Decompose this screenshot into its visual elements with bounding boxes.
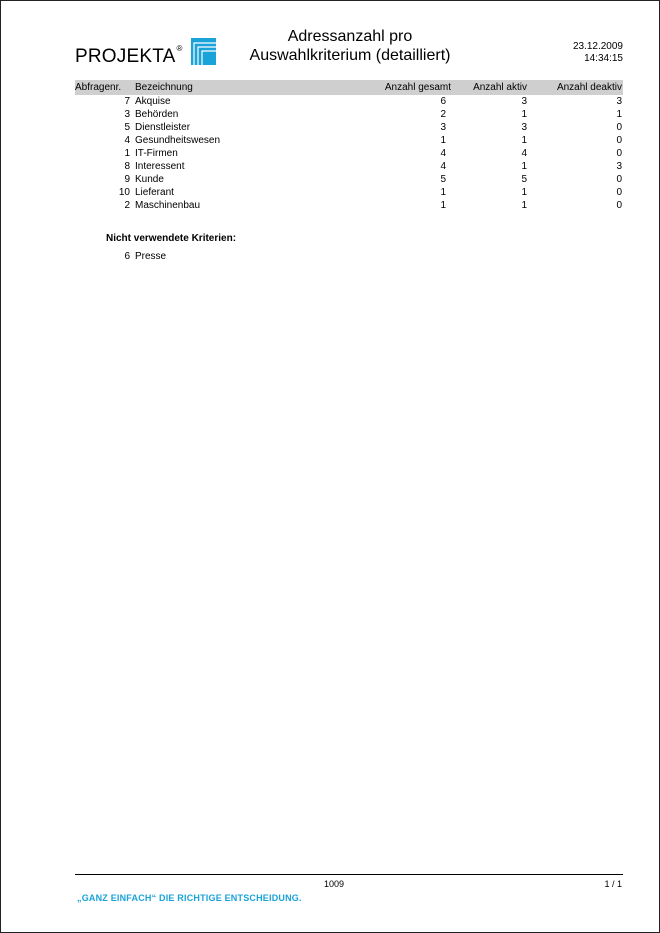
cell-name: Interessent [135, 161, 185, 172]
cell-deaktiv: 0 [616, 174, 622, 185]
cell-deaktiv: 0 [616, 148, 622, 159]
footer-number: 1009 [324, 879, 345, 889]
cell-gesamt: 1 [440, 187, 446, 198]
cell-name: Presse [135, 251, 167, 262]
cell-name: Akquise [135, 96, 171, 107]
table-header [75, 80, 623, 95]
cell-name: Behörden [135, 109, 179, 120]
cell-gesamt: 5 [440, 174, 446, 185]
cell-gesamt: 6 [440, 96, 446, 107]
cell-name: Lieferant [135, 187, 174, 198]
cell-deaktiv: 0 [616, 135, 622, 146]
cell-aktiv: 1 [521, 200, 527, 211]
table-row [75, 147, 623, 160]
cell-aktiv: 1 [521, 187, 527, 198]
table-row [75, 199, 623, 212]
cell-nr: 3 [124, 109, 130, 120]
cell-aktiv: 4 [521, 148, 527, 159]
report-datetime [573, 41, 623, 65]
table-row [75, 160, 623, 173]
cell-nr: 5 [124, 122, 130, 133]
report-title-line1: Adressanzahl pro [287, 28, 413, 45]
logo-wordmark: PROJEKTA® [75, 44, 183, 67]
report-date: 23.12.2009 [572, 41, 623, 52]
cell-aktiv: 1 [521, 135, 527, 146]
cell-nr: 1 [124, 148, 130, 159]
table-body [75, 95, 623, 212]
page-number: 1 / 1 [604, 879, 622, 889]
cell-aktiv: 3 [521, 96, 527, 107]
list-item [75, 250, 623, 263]
cell-nr: 4 [124, 135, 130, 146]
col-header-deaktiv: Anzahl deaktiv [556, 82, 622, 93]
cell-nr: 9 [124, 174, 130, 185]
table-row [75, 108, 623, 121]
unused-criteria-heading: Nicht verwendete Kriterien: [106, 233, 237, 244]
cell-gesamt: 2 [440, 109, 446, 120]
col-header-nr: Abfragenr. [75, 82, 122, 93]
report-time: 14:34:15 [584, 53, 623, 64]
col-header-aktiv: Anzahl aktiv [473, 82, 527, 93]
cell-name: Dienstleister [135, 122, 191, 133]
cell-name: Gesundheitswesen [135, 135, 221, 146]
col-header-name: Bezeichnung [135, 82, 193, 93]
cell-nr: 10 [118, 187, 130, 198]
col-header-gesamt: Anzahl gesamt [384, 82, 451, 93]
cell-nr: 7 [124, 96, 130, 107]
cell-gesamt: 1 [440, 200, 446, 211]
cell-deaktiv: 0 [616, 122, 622, 133]
cell-deaktiv: 1 [616, 109, 622, 120]
cell-name: IT-Firmen [135, 148, 178, 159]
footer-slogan: „GANZ EINFACH“ DIE RICHTIGE ENTSCHEIDUNG. [77, 893, 302, 903]
cell-deaktiv: 0 [616, 187, 622, 198]
table-row [75, 121, 623, 134]
report-title [210, 27, 490, 65]
cell-aktiv: 1 [521, 161, 527, 172]
cell-aktiv: 3 [521, 122, 527, 133]
cell-nr: 8 [124, 161, 130, 172]
cell-name: Maschinenbau [135, 200, 201, 211]
footer-divider [75, 874, 623, 875]
cell-aktiv: 1 [521, 109, 527, 120]
cell-gesamt: 3 [440, 122, 446, 133]
criteria-table [75, 80, 623, 212]
cell-name: Kunde [135, 174, 164, 185]
cell-gesamt: 4 [440, 148, 446, 159]
report-title-line2: Auswahlkriterium (detailliert) [249, 47, 451, 64]
cell-nr: 2 [124, 200, 130, 211]
table-row [75, 95, 623, 108]
table-row [75, 134, 623, 147]
cell-gesamt: 1 [440, 135, 446, 146]
table-row [75, 186, 623, 199]
cell-nr: 6 [124, 251, 130, 262]
cell-deaktiv: 3 [616, 96, 622, 107]
cell-gesamt: 4 [440, 161, 446, 172]
cell-deaktiv: 0 [616, 200, 622, 211]
cell-aktiv: 5 [521, 174, 527, 185]
table-row [75, 173, 623, 186]
cell-deaktiv: 3 [616, 161, 622, 172]
unused-criteria-list [75, 250, 623, 263]
